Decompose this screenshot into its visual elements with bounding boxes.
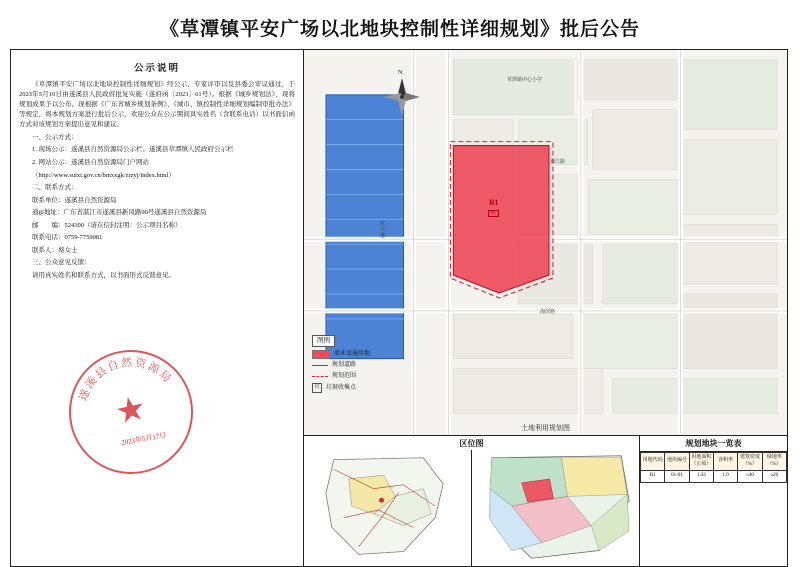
table-col-header: 用地代码 <box>641 453 665 471</box>
table-cell: ≤40 <box>738 471 762 483</box>
legend-line-road-icon <box>312 365 328 366</box>
compass-icon <box>382 72 422 118</box>
county-map-graphic <box>304 450 471 566</box>
seal-date: 2023年5月17日 <box>120 431 167 447</box>
notice-heading: 公示说明 <box>133 64 180 74</box>
map-label-school: 草潭镇中心小学 <box>507 78 543 83</box>
notice-paragraph: 1. 现场公示：遂溪县自然资源局公示栏、遂溪县草潭镇人民政府公示栏 <box>32 146 234 154</box>
compass-rose-icon <box>382 72 422 118</box>
legend-waste-point-icon: 垃 <box>312 383 322 393</box>
map-column <box>304 50 787 566</box>
table-cell: 01-01 <box>665 471 689 483</box>
table-col-header: 绿地率（%） <box>762 453 786 471</box>
table-col-header: 容积率 <box>713 453 737 471</box>
notice-paragraph: 2. 网站公示：遂溪县自然资源局门户网站 <box>32 158 149 166</box>
legend-swatch-commercial-icon <box>312 350 330 359</box>
legend-title: 图例 <box>312 335 335 347</box>
table-col-header: 用地面积（公顷） <box>689 453 713 471</box>
index-table <box>640 452 787 483</box>
map-label-road-north: 新江路 <box>550 160 566 165</box>
notice-body <box>19 80 295 281</box>
table-header-row <box>641 453 787 471</box>
legend-item <box>312 361 432 370</box>
legend-label: 规划道路 <box>332 362 357 368</box>
legend-item <box>312 383 432 393</box>
notice-paragraph: 请用真实姓名和联系方式，以书面形式反馈意见。 <box>32 272 175 279</box>
bottom-panels <box>304 436 787 566</box>
table-cell: B1 <box>641 471 665 483</box>
seal-arc-text <box>60 341 202 483</box>
legend-label: 规划范围 <box>332 373 357 379</box>
legend-item <box>312 372 432 381</box>
compass-north-label: N <box>398 70 403 76</box>
notice-paragraph: 二、联系方式： <box>32 184 78 192</box>
legend-line-boundary-icon <box>312 376 328 377</box>
legend-item <box>312 350 432 359</box>
land-use-map <box>304 50 787 436</box>
notice-paragraph: 《草潭镇平安广场以北地块控制性详细规划》经公示、专家评审以及县委会审议通过，于2023年5月10日由遂溪县人民政府批复实施（遂府函〔2023〕61号）。根据《城乡规划法》、现将规划成果予以公布。现根据《广东省城乡规划条例》、《城市、镇控制性详细规划编制审批办法》等规定，将本规划方案进行批后公示，欢迎公众在公示期间具实姓名（含联系电话）以书面信函方式对该规划方案提出意见和建议。 <box>19 81 295 129</box>
map-legend <box>312 335 432 395</box>
county-location-map <box>304 450 472 566</box>
table-col-header: 建筑密度（%） <box>738 453 762 471</box>
table-col-header: 地块编号 <box>665 453 689 471</box>
town-landuse-map <box>472 450 639 566</box>
location-maps <box>304 450 639 566</box>
table-row <box>641 471 787 483</box>
notice-paragraph: 通დ地址：广东省湛江市遂溪县新凤路90号遂溪县自然资源局 <box>32 209 207 217</box>
legend-label: 商业设施用地 <box>334 351 371 357</box>
index-table-title: 规划地块一览表 <box>640 436 787 452</box>
location-panel-title: 区位图 <box>304 436 639 452</box>
map-label-road-south: 海滨路 <box>540 310 556 315</box>
notice-paragraph: （http://www.suixi.gov.cn/bmxxgk/zrzyj/index.html） <box>32 171 175 179</box>
notice-paragraph: 联系人：蔡女士 <box>32 246 78 254</box>
svg-text:遂溪县自然资源局: 遂溪县自然资源局 <box>77 356 175 403</box>
parcel-code-label: B1 <box>489 198 499 207</box>
notice-paragraph: 三、公众意见反馈： <box>32 259 91 267</box>
map-label-main-avenue: 北 大 道 <box>379 220 384 238</box>
notice-column <box>11 50 304 566</box>
map-caption: 土地利用规划图 <box>521 424 570 432</box>
notice-paragraph: 邮 编：524300（请在信封注明：公示项目名称） <box>32 221 182 229</box>
notice-paragraph: 联系电话：0759-7759081 <box>32 234 103 242</box>
page-title: 《草潭镇平安广场以北地块控制性详细规划》批后公告 <box>159 19 640 40</box>
notice-paragraph: 联系单位：遂溪县自然资源局 <box>32 196 117 204</box>
document-frame <box>10 49 788 567</box>
seal-star-icon: ★ <box>111 389 150 433</box>
index-table-panel <box>640 436 787 566</box>
notice-paragraph: 一、公示方式： <box>32 133 78 141</box>
table-cell: ≥20 <box>762 471 786 483</box>
town-map-graphic <box>472 450 639 566</box>
table-cell: 1.0 <box>713 471 737 483</box>
location-panel <box>304 436 640 566</box>
official-seal-icon <box>57 338 204 485</box>
table-cell: 1.43 <box>689 471 713 483</box>
legend-label: 垃圾收集点 <box>326 384 357 391</box>
parcel-number-label: 01 <box>488 210 499 217</box>
